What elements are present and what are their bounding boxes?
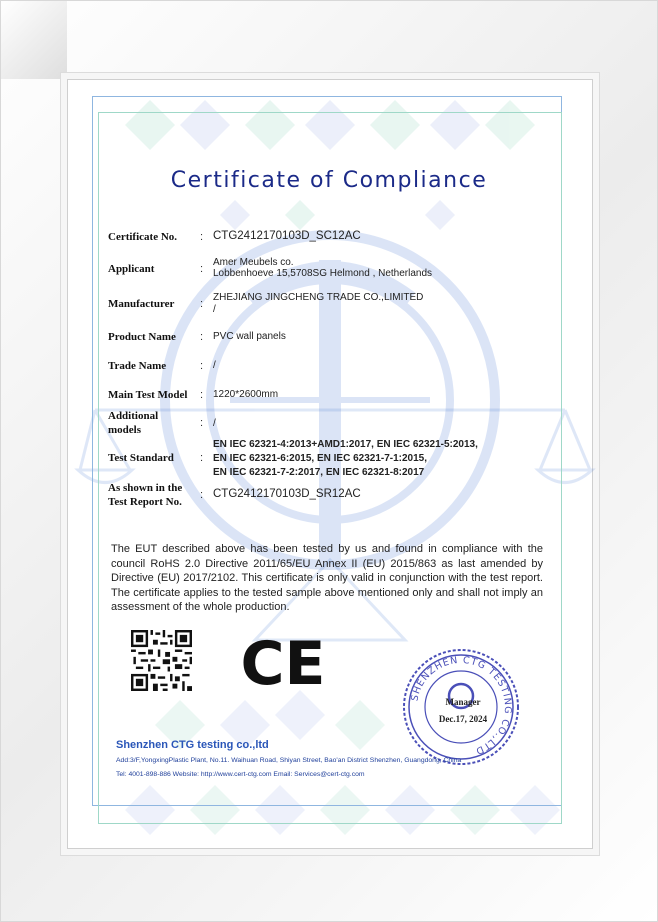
issuer-contact: Tel: 4001-898-886 Website: http://www.cert-ctg.com Email: Services@cert-ctg.com [116,771,365,778]
field-label: Test Standard [108,452,174,464]
field-colon: : [200,389,204,401]
field-label: Certificate No. [108,231,178,243]
test-standard-line: EN IEC 62321-4:2013+AMD1:2017, EN IEC 62321-5:2013, [213,439,478,450]
field-label: Manufacturer [108,298,175,310]
field-label: Product Name [108,331,176,343]
frame-bevel [1,1,67,79]
field-colon: : [200,331,204,343]
issuer-company: Shenzhen CTG testing co.,ltd [116,739,269,751]
applicant-name: Amer Meubels co. [213,257,294,268]
product-name: PVC wall panels [213,331,286,342]
test-report-number: CTG2412170103D_SR12AC [213,488,361,500]
field-colon: : [200,263,204,275]
compliance-statement: The EUT described above has been tested by us and found in compliance with the council RoHS 2.0 Directive 2011/65/EU Annex II (EU) 2015/863 as last amended by Directive (EU) 2017/2102. This certificate is only valid in conjunction with the test report. The certificate applies to the tested sample above mentioned only and shall not imply an assessment of the whole production. [111,543,543,613]
field-colon: : [200,452,204,464]
manufacturer-name: ZHEJIANG JINGCHENG TRADE CO.,LIMITED [213,292,424,303]
stamp-ring-text: SHENZHEN CTG TESTING CO.,LTD [409,654,514,757]
test-standard-line: EN IEC 62321-6:2015, EN IEC 62321-7-1:2015, [213,453,428,464]
field-label: Additional [108,410,159,422]
field-label: models [108,424,141,436]
additional-models: / [213,418,216,429]
field-label: Applicant [108,263,155,275]
field-colon: : [200,489,204,501]
main-test-model: 1220*2600mm [213,389,279,400]
ce-mark-text: CE [240,632,326,690]
field-label: Trade Name [108,360,167,372]
test-standard-line: EN IEC 62321-7-2:2017, EN IEC 62321-8:2017 [213,467,425,478]
qr-code [131,630,192,691]
field-colon: : [200,298,204,310]
official-stamp [402,648,520,766]
trade-name: / [213,360,216,371]
stamp-role: Manager [445,697,481,707]
certificate-number: CTG2412170103D_SC12AC [213,230,361,242]
field-label: Test Report No. [108,496,182,508]
field-colon: : [200,231,204,243]
issuer-address: Add:3/F,YongxingPlastic Plant, No.11. Waihuan Road, Shiyan Street, Bao'an District Shenzhen, Guangdong, China [116,757,462,764]
field-colon: : [200,360,204,372]
field-colon: : [200,417,204,429]
applicant-address: Lobbenhoeve 15,5708SG Helmond , Netherlands [213,268,433,279]
stamp-date: Dec.17, 2024 [438,714,488,724]
certificate-title: Certificate of Compliance [170,168,488,193]
ce-mark [240,632,326,690]
manufacturer-extra: / [213,304,216,315]
field-label: Main Test Model [108,389,188,401]
field-label: As shown in the [108,482,183,494]
